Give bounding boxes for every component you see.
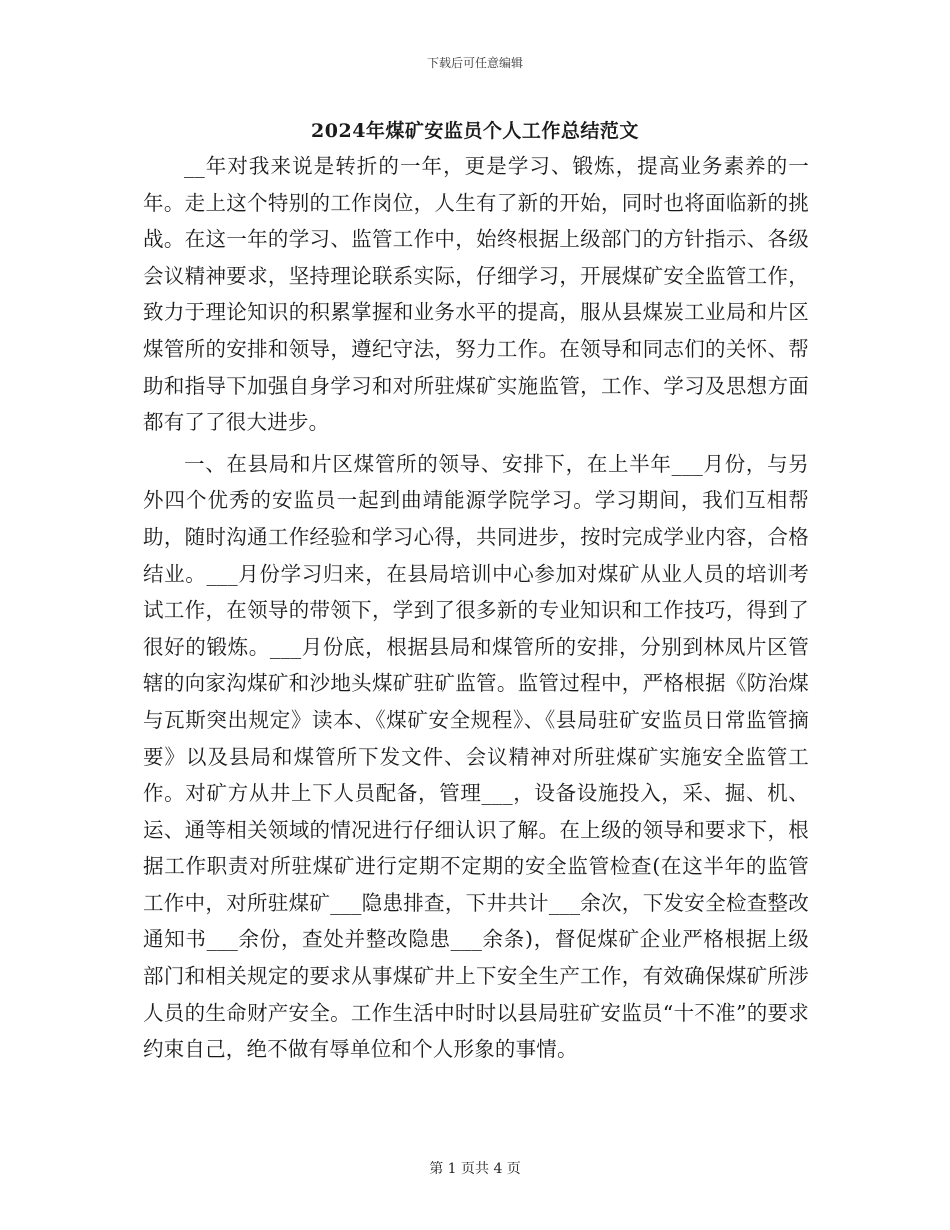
document-title: 2024年煤矿安监员个人工作总结范文 bbox=[311, 120, 639, 142]
document-body bbox=[143, 148, 809, 1068]
page-number-footer: 第 1 页共 4 页 bbox=[429, 1161, 521, 1177]
page-header-note: 下载后可任意编辑 bbox=[426, 56, 523, 70]
body-paragraph-section-one: 一、在县局和片区煤管所的领导、安排下，在上半年___月份，与另外四个优秀的安监员一起到曲靖能源学院学习。学习期间，我们互相帮助，随时沟通工作经验和学习心得，共同进步，按时完成学业内容，合格结业。___月份学习归来，在县局培训中心参加对煤矿从业人员的培训考试工作，在领导的带领下，学到了很多新的专业知识和工作技巧，得到了很好的锻炼。___月份底，根据县局和煤管所的安排，分别到林凤片区管辖的向家沟煤矿和沙地头煤矿驻矿监管。监管过程中，严格根据《防治煤与瓦斯突出规定》读本、《煤矿安全规程》、《县局驻矿安监员日常监管摘要》以及县局和煤管所下发文件、会议精神对所驻煤矿实施安全监管工作。对矿方从井上下人员配备，管理___，设备设施投入，采、掘、机、运、通等相关领域的情况进行仔细认识了解。在上级的领导和要求下，根据工作职责对所驻煤矿进行定期不定期的安全监管检查(在这半年的监管工作中，对所驻煤矿___隐患排查，下井共计___余次，下发安全检查整改通知书___余份，查处并整改隐患___余条)，督促煤矿企业严格根据上级部门和相关规定的要求从事煤矿井上下安全生产工作，有效确保煤矿所涉人员的生命财产安全。工作生活中时时以县局驻矿安监员“十不准”的要求约束自己，绝不做有辱单位和个人形象的事情。 bbox=[143, 451, 809, 1062]
body-paragraph-intro: __年对我来说是转折的一年，更是学习、锻炼，提高业务素养的一年。走上这个特别的工作岗位，人生有了新的开始，同时也将面临新的挑战。在这一年的学习、监管工作中，始终根据上级部门的方针指示、各级会议精神要求，坚持理论联系实际，仔细学习，开展煤矿安全监管工作，致力于理论知识的积累掌握和业务水平的提高，服从县煤炭工业局和片区煤管所的安排和领导，遵纪守法，努力工作。在领导和同志们的关怀、帮助和指导下加强自身学习和对所驻煤矿实施监管，工作、学习及思想方面都有了了很大进步。 bbox=[143, 154, 809, 435]
